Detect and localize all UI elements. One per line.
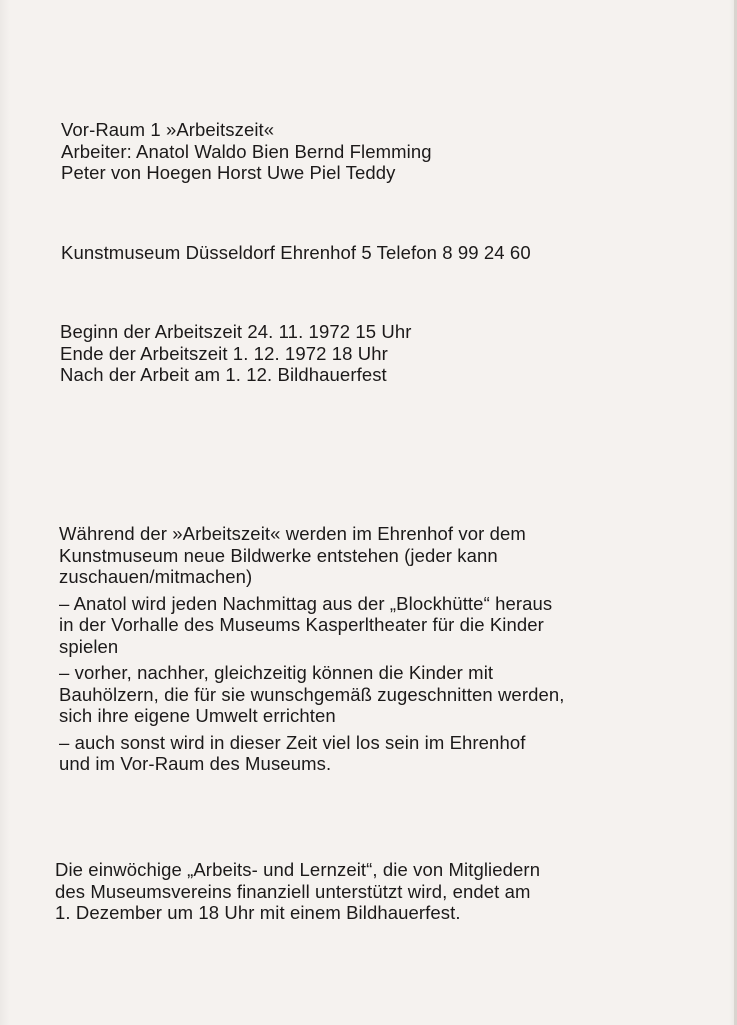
text-line: spielen bbox=[59, 635, 119, 657]
text-line: sich ihre eigene Umwelt errichten bbox=[59, 705, 336, 726]
text-line: zuschauen/mitmachen) bbox=[59, 566, 253, 587]
museum-address bbox=[61, 242, 531, 264]
text-line: Kunstmuseum neue Bildwerke entstehen (jeder kann bbox=[59, 544, 498, 566]
workers-line-2: Peter von Hoegen Horst Uwe Piel Teddy bbox=[61, 162, 396, 183]
text-line: des Museumsvereins finanziell unterstützt wird, endet am bbox=[55, 880, 531, 902]
schedule-block bbox=[60, 321, 411, 386]
text-line: in der Vorhalle des Museums Kasperltheater für die Kinder bbox=[59, 614, 544, 635]
workers-line-1: Arbeiter: Anatol Waldo Bien Bernd Flemming bbox=[61, 140, 432, 162]
text-line: – vorher, nachher, gleichzeitig können die Kinder mit bbox=[59, 662, 494, 683]
closing-paragraph bbox=[55, 859, 540, 924]
description-block bbox=[59, 523, 564, 780]
schedule-after: Nach der Arbeit am 1. 12. Bildhauerfest bbox=[60, 364, 387, 385]
schedule-end: Ende der Arbeitszeit 1. 12. 1972 18 Uhr bbox=[60, 342, 388, 364]
exhibition-title: Vor-Raum 1 »Arbeitszeit« bbox=[61, 119, 275, 140]
text-line: Bauhölzern, die für sie wunschgemäß zugeschnitten werden, bbox=[59, 683, 565, 705]
text-line: – auch sonst wird in dieser Zeit viel los sein im Ehrenhof bbox=[59, 731, 526, 753]
description-paragraph bbox=[59, 732, 564, 775]
exhibition-header bbox=[61, 119, 432, 184]
description-paragraph bbox=[59, 662, 564, 727]
text-line: Während der »Arbeitszeit« werden im Ehrenhof vor dem bbox=[59, 523, 526, 544]
text-line: Die einwöchige „Arbeits- und Lernzeit“, die von Mitgliedern bbox=[55, 859, 541, 880]
text-line: – Anatol wird jeden Nachmittag aus der „Blockhütte“ heraus bbox=[59, 592, 553, 614]
schedule-start: Beginn der Arbeitszeit 24. 11. 1972 15 Uhr bbox=[60, 321, 412, 342]
address-line: Kunstmuseum Düsseldorf Ehrenhof 5 Telefon 8 99 24 60 bbox=[61, 242, 531, 263]
text-line: und im Vor-Raum des Museums. bbox=[59, 753, 332, 774]
text-line: 1. Dezember um 18 Uhr mit einem Bildhauerfest. bbox=[55, 902, 461, 923]
description-paragraph bbox=[59, 523, 564, 588]
description-paragraph bbox=[59, 593, 564, 658]
